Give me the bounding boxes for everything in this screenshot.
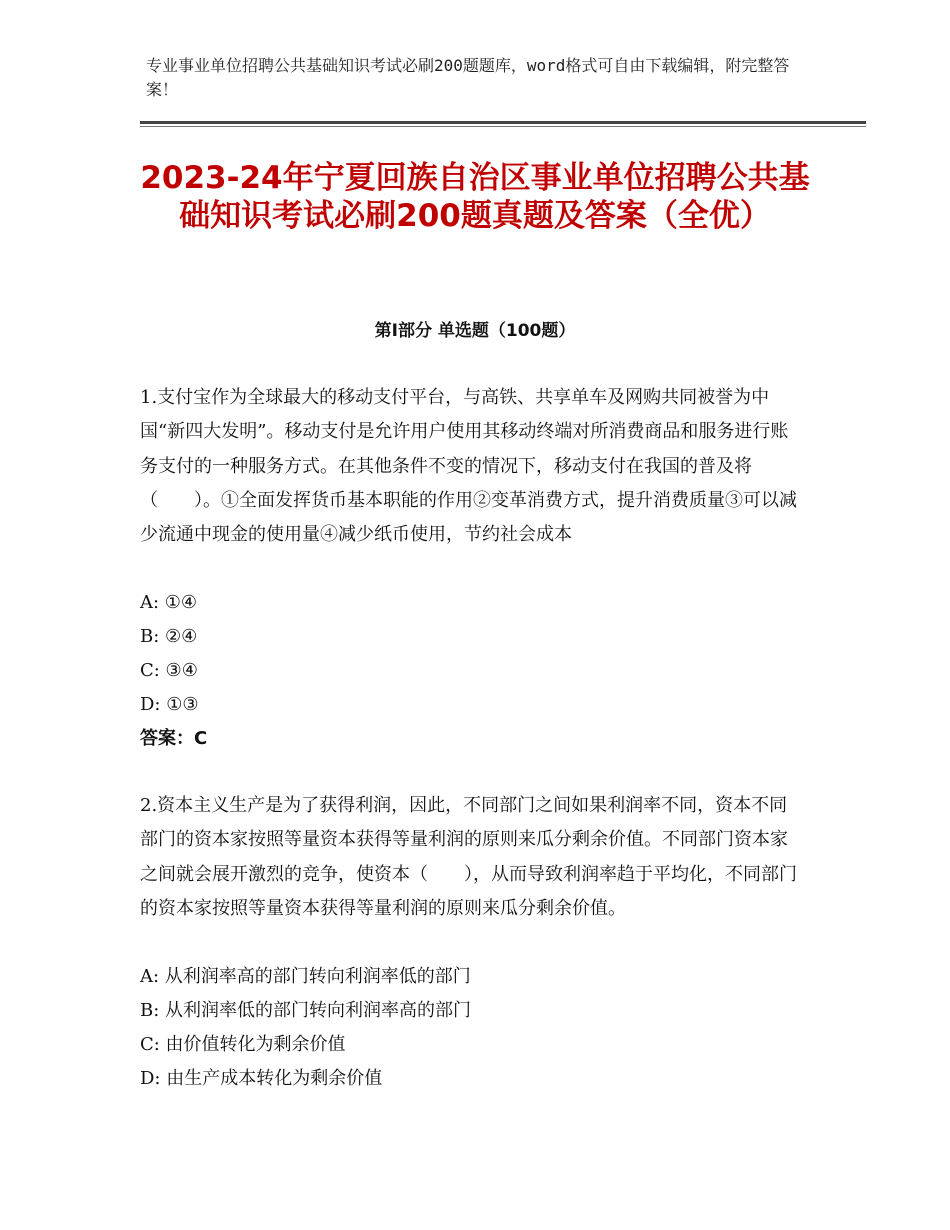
question-2-stem: 2.资本主义生产是为了获得利润，因此，不同部门之间如果利润率不同，资本不同部门的资本家按照等量资本获得等量利润的原则来瓜分剩余价值。不同部门资本家之间就会展开激烈的竞争，使资本（ ），从而导致利润率趋于平均化，不同部门的资本家按照等量资本获得等量利润的原则来瓜分剩余价值。 (140, 795, 797, 919)
question-1-answer: 答案：C (140, 728, 208, 749)
header-note: 专业事业单位招聘公共基础知识考试必刷200题题库，word格式可自由下载编辑，附完整答案！ (146, 56, 790, 99)
question-1-option-d: D: ①③ (140, 694, 199, 715)
document-title: 2023-24年宁夏回族自治区事业单位招聘公共基础知识考试必刷200题真题及答案（全优） (140, 160, 810, 234)
question-2-option-a: A: 从利润率高的部门转向利润率低的部门 (140, 966, 471, 987)
question-1-option-c: C: ③④ (140, 660, 198, 681)
question-1-option-b: B: ②④ (140, 626, 198, 647)
question-2-option-d: D: 由生产成本转化为剩余价值 (140, 1068, 383, 1089)
question-2-option-c: C: 由价值转化为剩余价值 (140, 1034, 346, 1055)
question-1-option-a: A: ①④ (140, 592, 198, 613)
header-divider-thin (140, 126, 866, 127)
question-2-option-b: B: 从利润率低的部门转向利润率高的部门 (140, 1000, 472, 1021)
header-divider (140, 121, 866, 124)
section-heading: 第Ⅰ部分 单选题（100题） (374, 321, 576, 341)
question-1-stem: 1.支付宝作为全球最大的移动支付平台，与高铁、共享单车及网购共同被誉为中国“新四大发明”。移动支付是允许用户使用其移动终端对所消费商品和服务进行账务支付的一种服务方式。在其他条件不变的情况下，移动支付在我国的普及将（ ）。①全面发挥货币基本职能的作用②变革消费方式，提升消费质量③可以减少流通中现金的使用量④减少纸币使用，节约社会成本 (140, 387, 797, 546)
